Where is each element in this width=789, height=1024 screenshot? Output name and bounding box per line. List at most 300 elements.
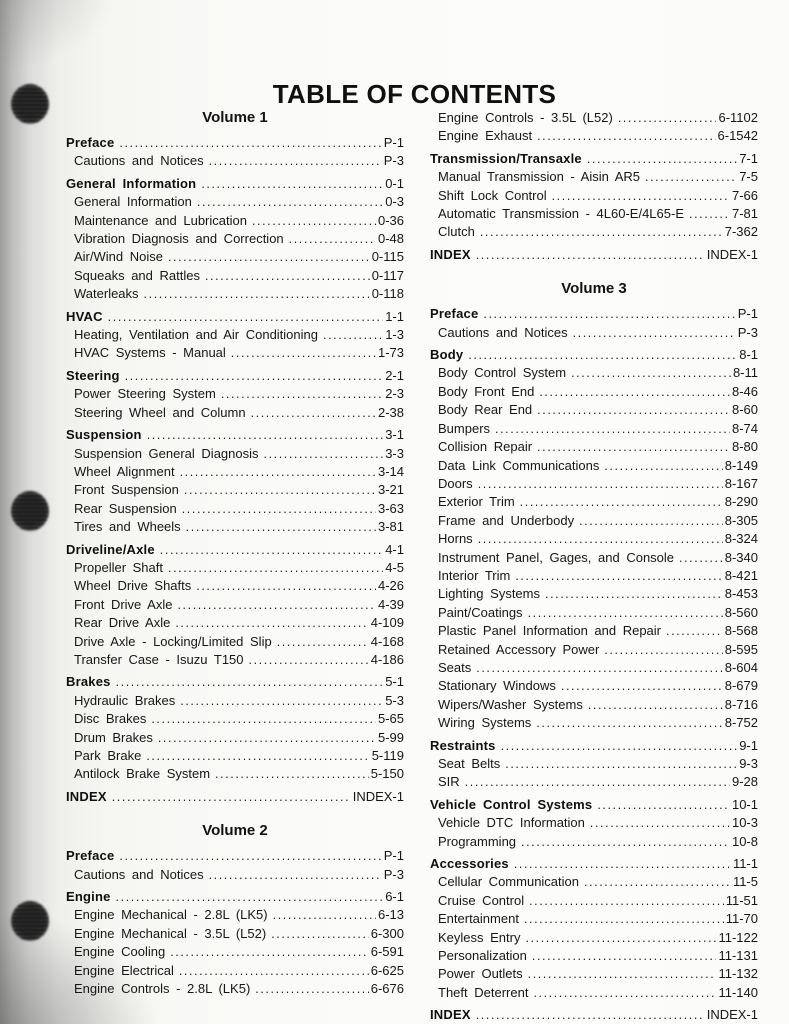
dot-leader bbox=[116, 888, 384, 906]
toc-entry-label: Drive Axle - Locking/Limited Slip bbox=[74, 633, 272, 649]
toc-entry-label: Cellular Communication bbox=[438, 874, 579, 890]
toc-page-number: 3-81 bbox=[377, 519, 404, 535]
toc-page-number: 11-51 bbox=[725, 892, 758, 908]
dot-leader bbox=[561, 677, 723, 695]
toc-entry-row bbox=[430, 755, 758, 773]
toc-page-number: P-3 bbox=[383, 153, 404, 169]
toc-page-number: 8-167 bbox=[724, 475, 758, 491]
toc-entry-row bbox=[66, 614, 404, 632]
dot-leader bbox=[590, 814, 730, 832]
toc-entry-label: Front Suspension bbox=[74, 482, 179, 498]
toc-entry-label: Cruise Control bbox=[438, 892, 525, 908]
toc-section-row bbox=[66, 175, 404, 193]
toc-section bbox=[66, 788, 404, 806]
dot-leader bbox=[645, 168, 737, 186]
toc-page-number: P-1 bbox=[383, 848, 404, 864]
toc-entry-label: Disc Brakes bbox=[74, 711, 147, 727]
dot-leader bbox=[168, 248, 370, 266]
toc-column-left bbox=[66, 109, 404, 998]
dot-leader bbox=[476, 1006, 705, 1024]
toc-entry-row bbox=[430, 109, 758, 127]
toc-entry-label: Power Outlets bbox=[438, 966, 523, 982]
toc-section bbox=[66, 888, 404, 998]
toc-page-number: 8-752 bbox=[724, 715, 758, 731]
toc-page-number: 8-453 bbox=[724, 586, 758, 602]
toc-page-number: 7-5 bbox=[739, 169, 758, 185]
toc-entry-row bbox=[430, 910, 758, 928]
toc-entry-label: Steering bbox=[66, 367, 120, 383]
toc-page-number: 11-132 bbox=[718, 966, 758, 982]
toc-entry-label: Body bbox=[430, 347, 464, 363]
toc-section-row bbox=[66, 367, 404, 385]
dot-leader bbox=[552, 187, 730, 205]
toc-entry-label: Suspension General Diagnosis bbox=[74, 445, 259, 461]
toc-entry-label: Cautions and Notices bbox=[438, 324, 568, 340]
toc-entry-label: Engine Cooling bbox=[74, 944, 166, 960]
toc-entry-row bbox=[66, 404, 404, 422]
toc-page-number: 6-1102 bbox=[718, 110, 758, 125]
toc-section-row bbox=[66, 134, 404, 152]
toc-page-number: 8-568 bbox=[724, 623, 758, 639]
toc-entry-label: Lighting Systems bbox=[438, 586, 540, 602]
dot-leader bbox=[666, 622, 723, 640]
toc-entry-row bbox=[430, 965, 758, 983]
toc-page-number: 10-3 bbox=[731, 815, 758, 831]
toc-entry-label: Collision Repair bbox=[438, 439, 533, 455]
toc-page-number: INDEX-1 bbox=[352, 788, 404, 804]
toc-page-number: 5-1 bbox=[385, 674, 404, 690]
toc-section bbox=[430, 737, 758, 792]
toc-entry-label: Manual Transmission - Aisin AR5 bbox=[438, 169, 641, 185]
toc-entry-row bbox=[66, 633, 404, 651]
dot-leader bbox=[182, 500, 376, 518]
toc-entry-label: Programming bbox=[438, 833, 517, 849]
toc-entry-label: Maintenance and Lubrication bbox=[74, 212, 247, 228]
toc-entry-row bbox=[430, 549, 758, 567]
volume-title: Volume 3 bbox=[561, 280, 627, 298]
toc-entry-row bbox=[66, 651, 404, 669]
toc-page-number: 1-73 bbox=[377, 345, 404, 361]
toc-entry-label: Cautions and Notices bbox=[74, 153, 204, 169]
toc-page-number: P-3 bbox=[737, 324, 758, 340]
toc-page-number: 4-186 bbox=[370, 651, 404, 667]
toc-page-number: 6-13 bbox=[377, 907, 404, 923]
toc-page-number: 6-676 bbox=[370, 981, 404, 997]
dot-leader bbox=[209, 866, 382, 884]
toc-page-number: 4-168 bbox=[370, 633, 404, 649]
toc-entry-label: Instrument Panel, Gages, and Console bbox=[438, 549, 675, 565]
toc-entry-label: Automatic Transmission - 4L60-E/4L65-E bbox=[438, 206, 684, 222]
dot-leader bbox=[528, 965, 717, 983]
toc-section bbox=[430, 305, 758, 342]
dot-leader bbox=[537, 438, 730, 456]
dot-leader bbox=[215, 765, 369, 783]
toc-entry-label: Engine Mechanical - 2.8L (LK5) bbox=[74, 907, 268, 923]
toc-page-number: 11-1 bbox=[732, 856, 758, 872]
toc-entry-label: Keyless Entry bbox=[438, 929, 521, 945]
toc-section bbox=[66, 541, 404, 670]
toc-page-number: 0-3 bbox=[385, 194, 404, 210]
dot-leader bbox=[468, 346, 737, 364]
dot-leader bbox=[524, 910, 724, 928]
toc-page-number: 4-39 bbox=[377, 596, 404, 612]
toc-page-number: INDEX-1 bbox=[706, 1007, 758, 1023]
toc-page-number: 6-300 bbox=[370, 925, 404, 941]
toc-entry-label: Personalization bbox=[438, 948, 527, 964]
dot-leader bbox=[180, 692, 383, 710]
toc-section-row bbox=[430, 1006, 758, 1024]
toc-entry-row bbox=[66, 765, 404, 783]
toc-page-number: 8-46 bbox=[731, 383, 758, 399]
toc-entry-row bbox=[430, 873, 758, 891]
dot-leader bbox=[175, 614, 368, 632]
toc-page-number: 9-28 bbox=[731, 774, 758, 790]
dot-leader bbox=[277, 633, 369, 651]
toc-entry-label: HVAC Systems - Manual bbox=[74, 345, 226, 361]
toc-entry-label: Waterleaks bbox=[74, 286, 139, 302]
toc-entry-row bbox=[66, 729, 404, 747]
toc-entry-label: Wipers/Washer Systems bbox=[438, 696, 583, 712]
toc-page-number: INDEX-1 bbox=[706, 246, 758, 262]
toc-entry-label: Accessories bbox=[430, 856, 509, 872]
dot-leader bbox=[170, 943, 369, 961]
toc-entry-row bbox=[66, 445, 404, 463]
toc-entry-label: Seats bbox=[438, 659, 472, 675]
toc-entry-label: Wheel Alignment bbox=[74, 463, 175, 479]
toc-page-number: 8-421 bbox=[724, 567, 758, 583]
dot-leader bbox=[255, 980, 368, 998]
toc-page-number: 8-11 bbox=[732, 365, 758, 381]
dot-leader bbox=[196, 577, 376, 595]
toc-entry-label: Drum Brakes bbox=[74, 729, 153, 745]
toc-entry-row bbox=[66, 481, 404, 499]
toc-entry-row bbox=[66, 962, 404, 980]
toc-entry-label: Seat Belts bbox=[438, 756, 501, 771]
dot-leader bbox=[539, 383, 730, 401]
toc-page-number: 0-118 bbox=[371, 286, 404, 302]
toc-page-number: 3-3 bbox=[385, 445, 404, 461]
toc-section-row bbox=[430, 346, 758, 364]
dot-leader bbox=[476, 246, 705, 264]
toc-page-number: 11-140 bbox=[718, 984, 758, 1000]
toc-entry-row bbox=[430, 205, 758, 223]
toc-entry-label: INDEX bbox=[66, 788, 107, 804]
toc-page-number: 8-679 bbox=[724, 678, 758, 694]
dot-leader bbox=[573, 324, 736, 342]
toc-section bbox=[430, 1006, 758, 1024]
dot-leader bbox=[184, 481, 376, 499]
toc-entry-label: Wheel Drive Shafts bbox=[74, 578, 192, 594]
dot-leader bbox=[597, 796, 730, 814]
toc-page-number: 3-63 bbox=[377, 500, 404, 516]
toc-entry-label: Squeaks and Rattles bbox=[74, 267, 200, 283]
toc-entry-label: Air/Wind Noise bbox=[74, 249, 163, 265]
toc-entry-row bbox=[430, 604, 758, 622]
toc-entry-row bbox=[430, 641, 758, 659]
toc-entry-row bbox=[430, 984, 758, 1002]
toc-section bbox=[430, 855, 758, 1002]
dot-leader bbox=[579, 512, 723, 530]
toc-entry-label: Engine Controls - 2.8L (LK5) bbox=[74, 981, 251, 997]
toc-entry-row bbox=[430, 324, 758, 342]
toc-page-number: 6-625 bbox=[370, 962, 404, 978]
toc-entry-row bbox=[430, 475, 758, 493]
dot-leader bbox=[476, 659, 723, 677]
toc-page-number: 0-115 bbox=[371, 249, 404, 265]
dot-leader bbox=[221, 385, 383, 403]
dot-leader bbox=[501, 737, 738, 755]
toc-entry-row bbox=[66, 943, 404, 961]
toc-page-number: 7-66 bbox=[731, 187, 758, 203]
toc-page-number: 0-48 bbox=[377, 231, 404, 247]
dot-leader bbox=[679, 549, 723, 567]
toc-entry-row bbox=[66, 463, 404, 481]
toc-page-number: 7-1 bbox=[739, 150, 758, 166]
dot-leader bbox=[108, 308, 384, 326]
dot-leader bbox=[528, 604, 723, 622]
toc-page-number: 5-99 bbox=[377, 729, 404, 745]
volume-title: Volume 1 bbox=[202, 109, 268, 126]
toc-entry-row bbox=[430, 493, 758, 511]
dot-leader bbox=[545, 585, 723, 603]
toc-page-number: 0-36 bbox=[377, 212, 404, 228]
toc-page-number: 11-122 bbox=[718, 929, 758, 945]
toc-entry-label: INDEX bbox=[430, 246, 471, 262]
toc-section-row bbox=[430, 855, 758, 873]
dot-leader bbox=[112, 788, 351, 806]
toc-section-row bbox=[66, 847, 404, 865]
toc-page-number: 6-1 bbox=[385, 889, 404, 905]
dot-leader bbox=[289, 230, 376, 248]
toc-entry-row bbox=[430, 187, 758, 205]
toc-entry-label: Body Rear End bbox=[438, 402, 533, 418]
toc-entry-row bbox=[430, 622, 758, 640]
dot-leader bbox=[505, 755, 737, 773]
toc-entry-label: Antilock Brake System bbox=[74, 766, 211, 782]
dot-leader bbox=[465, 773, 730, 791]
toc-entry-row bbox=[66, 326, 404, 344]
dot-leader bbox=[480, 223, 723, 241]
toc-entry-row bbox=[430, 438, 758, 456]
toc-page-number: 4-5 bbox=[385, 559, 404, 575]
toc-page-number: 8-324 bbox=[724, 531, 758, 547]
toc-entry-label: Park Brake bbox=[74, 748, 142, 763]
toc-entry-row bbox=[66, 267, 404, 285]
toc-section-row bbox=[66, 673, 404, 691]
toc-entry-label: Preface bbox=[66, 135, 115, 150]
toc-page-number: 6-1542 bbox=[717, 128, 758, 144]
toc-entry-label: Steering Wheel and Column bbox=[74, 404, 246, 420]
toc-entry-row bbox=[430, 127, 758, 145]
toc-entry-label: Brakes bbox=[66, 674, 111, 690]
toc-entry-label: Vehicle DTC Information bbox=[438, 815, 585, 831]
dot-leader bbox=[588, 696, 723, 714]
toc-entry-row bbox=[66, 193, 404, 211]
dot-leader bbox=[119, 134, 381, 152]
toc-entry-label: Tires and Wheels bbox=[74, 519, 181, 535]
toc-entry-row bbox=[66, 577, 404, 595]
toc-entry-label: Frame and Underbody bbox=[438, 512, 575, 528]
toc-page-number: 7-362 bbox=[724, 224, 758, 240]
toc-entry-row bbox=[430, 696, 758, 714]
dot-leader bbox=[604, 641, 722, 659]
toc-page-number: 7-81 bbox=[731, 206, 758, 222]
toc-page-number: 8-595 bbox=[724, 641, 758, 657]
toc-section-row bbox=[66, 308, 404, 326]
toc-entry-label: Vibration Diagnosis and Correction bbox=[74, 231, 284, 247]
toc-entry-label: Entertainment bbox=[438, 911, 519, 927]
toc-section-row bbox=[66, 541, 404, 559]
toc-entry-label: Cautions and Notices bbox=[74, 866, 204, 882]
dot-leader bbox=[146, 747, 369, 765]
toc-section bbox=[66, 308, 404, 363]
toc-entry-row bbox=[66, 925, 404, 943]
toc-entry-row bbox=[430, 168, 758, 186]
toc-entry-label: Exterior Trim bbox=[438, 494, 515, 510]
dot-leader bbox=[514, 855, 731, 873]
dot-leader bbox=[533, 984, 716, 1002]
dot-leader bbox=[252, 212, 376, 230]
toc-page-number: 8-604 bbox=[724, 659, 758, 675]
toc-page-number: 2-3 bbox=[385, 386, 404, 402]
toc-entry-label: Doors bbox=[438, 475, 473, 491]
dot-leader bbox=[201, 175, 383, 193]
toc-section bbox=[66, 847, 404, 884]
toc-page-number: 9-1 bbox=[739, 737, 758, 753]
toc-section bbox=[430, 796, 758, 851]
toc-entry-row bbox=[66, 596, 404, 614]
toc-entry-row bbox=[66, 559, 404, 577]
toc-section bbox=[66, 426, 404, 536]
toc-page-number: 0-117 bbox=[371, 267, 404, 283]
toc-page-number: 6-591 bbox=[370, 944, 404, 960]
toc-page-number: P-1 bbox=[737, 306, 758, 322]
toc-entry-label: Horns bbox=[438, 531, 473, 547]
toc-entry-row bbox=[430, 585, 758, 603]
dot-leader bbox=[483, 305, 735, 323]
toc-entry-label: Engine Electrical bbox=[74, 962, 174, 978]
toc-page-number: 1-1 bbox=[385, 308, 404, 324]
toc-page-number: 5-150 bbox=[370, 766, 404, 782]
toc-page-number: 8-1 bbox=[739, 347, 758, 363]
toc-entry-row bbox=[430, 567, 758, 585]
toc-section-row bbox=[430, 305, 758, 323]
toc-entry-row bbox=[66, 518, 404, 536]
toc-page-number: 8-560 bbox=[724, 604, 758, 620]
toc-entry-row bbox=[430, 530, 758, 548]
toc-page-number: 2-1 bbox=[385, 367, 404, 383]
toc-page-number: P-3 bbox=[383, 866, 404, 882]
toc-entry-row bbox=[430, 383, 758, 401]
dot-leader bbox=[571, 364, 731, 382]
toc-section-row bbox=[430, 150, 758, 168]
toc-entry-row bbox=[430, 929, 758, 947]
dot-leader bbox=[537, 401, 730, 419]
dot-leader bbox=[125, 367, 384, 385]
dot-leader bbox=[168, 559, 383, 577]
toc-entry-row bbox=[430, 223, 758, 241]
toc-column-right bbox=[430, 109, 758, 1024]
toc-section bbox=[66, 175, 404, 304]
toc-entry-label: Engine Exhaust bbox=[438, 128, 533, 144]
toc-entry-row bbox=[66, 344, 404, 362]
toc-entry-row bbox=[430, 814, 758, 832]
dot-leader bbox=[273, 906, 376, 924]
dot-leader bbox=[532, 947, 717, 965]
toc-section-row bbox=[430, 246, 758, 264]
toc-section bbox=[66, 134, 404, 171]
toc-entry-label: Data Link Communications bbox=[438, 457, 600, 473]
toc-section bbox=[430, 150, 758, 242]
toc-page-number: 8-80 bbox=[731, 439, 758, 455]
toc-entry-label: Engine Controls - 3.5L (L52) bbox=[438, 110, 613, 125]
toc-entry-label: Front Drive Axle bbox=[74, 596, 173, 612]
toc-page-number: 4-109 bbox=[370, 615, 404, 631]
toc-page-number: 2-38 bbox=[377, 404, 404, 420]
toc-page-number: 5-119 bbox=[371, 748, 404, 763]
toc-section-row bbox=[66, 888, 404, 906]
dot-leader bbox=[160, 541, 383, 559]
toc-entry-row bbox=[430, 947, 758, 965]
dot-leader bbox=[264, 445, 384, 463]
toc-entry-row bbox=[66, 980, 404, 998]
dot-leader bbox=[495, 420, 730, 438]
toc-section-row bbox=[66, 426, 404, 444]
toc-entry-label: Body Control System bbox=[438, 365, 567, 381]
toc-entry-row bbox=[430, 420, 758, 438]
toc-entry-row bbox=[66, 248, 404, 266]
dot-leader bbox=[525, 929, 716, 947]
toc-entry-label: Heating, Ventilation and Air Conditioning bbox=[74, 327, 318, 343]
toc-page-number: 5-3 bbox=[385, 692, 404, 708]
toc-entry-row bbox=[430, 714, 758, 732]
dot-leader bbox=[249, 651, 369, 669]
toc-entry-label: Rear Drive Axle bbox=[74, 615, 171, 631]
toc-section bbox=[66, 673, 404, 783]
toc-entry-row bbox=[66, 285, 404, 303]
toc-entry-row bbox=[430, 401, 758, 419]
dot-leader bbox=[478, 530, 723, 548]
toc-entry-row bbox=[430, 512, 758, 530]
toc-entry-label: Propeller Shaft bbox=[74, 559, 163, 575]
toc-page-number: 8-716 bbox=[724, 696, 758, 712]
toc-section bbox=[430, 346, 758, 733]
toc-entry-label: Transmission/Transaxle bbox=[430, 150, 582, 166]
toc-entry-label: Interior Trim bbox=[438, 567, 511, 583]
dot-leader bbox=[689, 205, 730, 223]
toc-entry-row bbox=[430, 364, 758, 382]
dot-leader bbox=[271, 925, 369, 943]
dot-leader bbox=[179, 962, 369, 980]
dot-leader bbox=[151, 710, 376, 728]
dot-leader bbox=[521, 833, 730, 851]
toc-entry-label: HVAC bbox=[66, 308, 103, 324]
dot-leader bbox=[587, 150, 737, 168]
toc-entry-row bbox=[66, 152, 404, 170]
toc-entry-label: Restraints bbox=[430, 737, 496, 753]
toc-entry-label: Paint/Coatings bbox=[438, 604, 523, 620]
toc-entry-label: Wiring Systems bbox=[438, 715, 532, 731]
toc-entry-label: Engine bbox=[66, 889, 111, 905]
toc-page-number: 8-149 bbox=[724, 457, 758, 473]
toc-entry-label: Plastic Panel Information and Repair bbox=[438, 623, 662, 639]
toc-entry-label: General Information bbox=[66, 175, 197, 191]
toc-entry-label: Engine Mechanical - 3.5L (L52) bbox=[74, 925, 267, 941]
toc-entry-label: Hydraulic Brakes bbox=[74, 692, 176, 708]
dot-leader bbox=[515, 567, 722, 585]
toc-entry-label: Driveline/Axle bbox=[66, 541, 155, 557]
toc-page-number: 9-3 bbox=[739, 756, 758, 771]
